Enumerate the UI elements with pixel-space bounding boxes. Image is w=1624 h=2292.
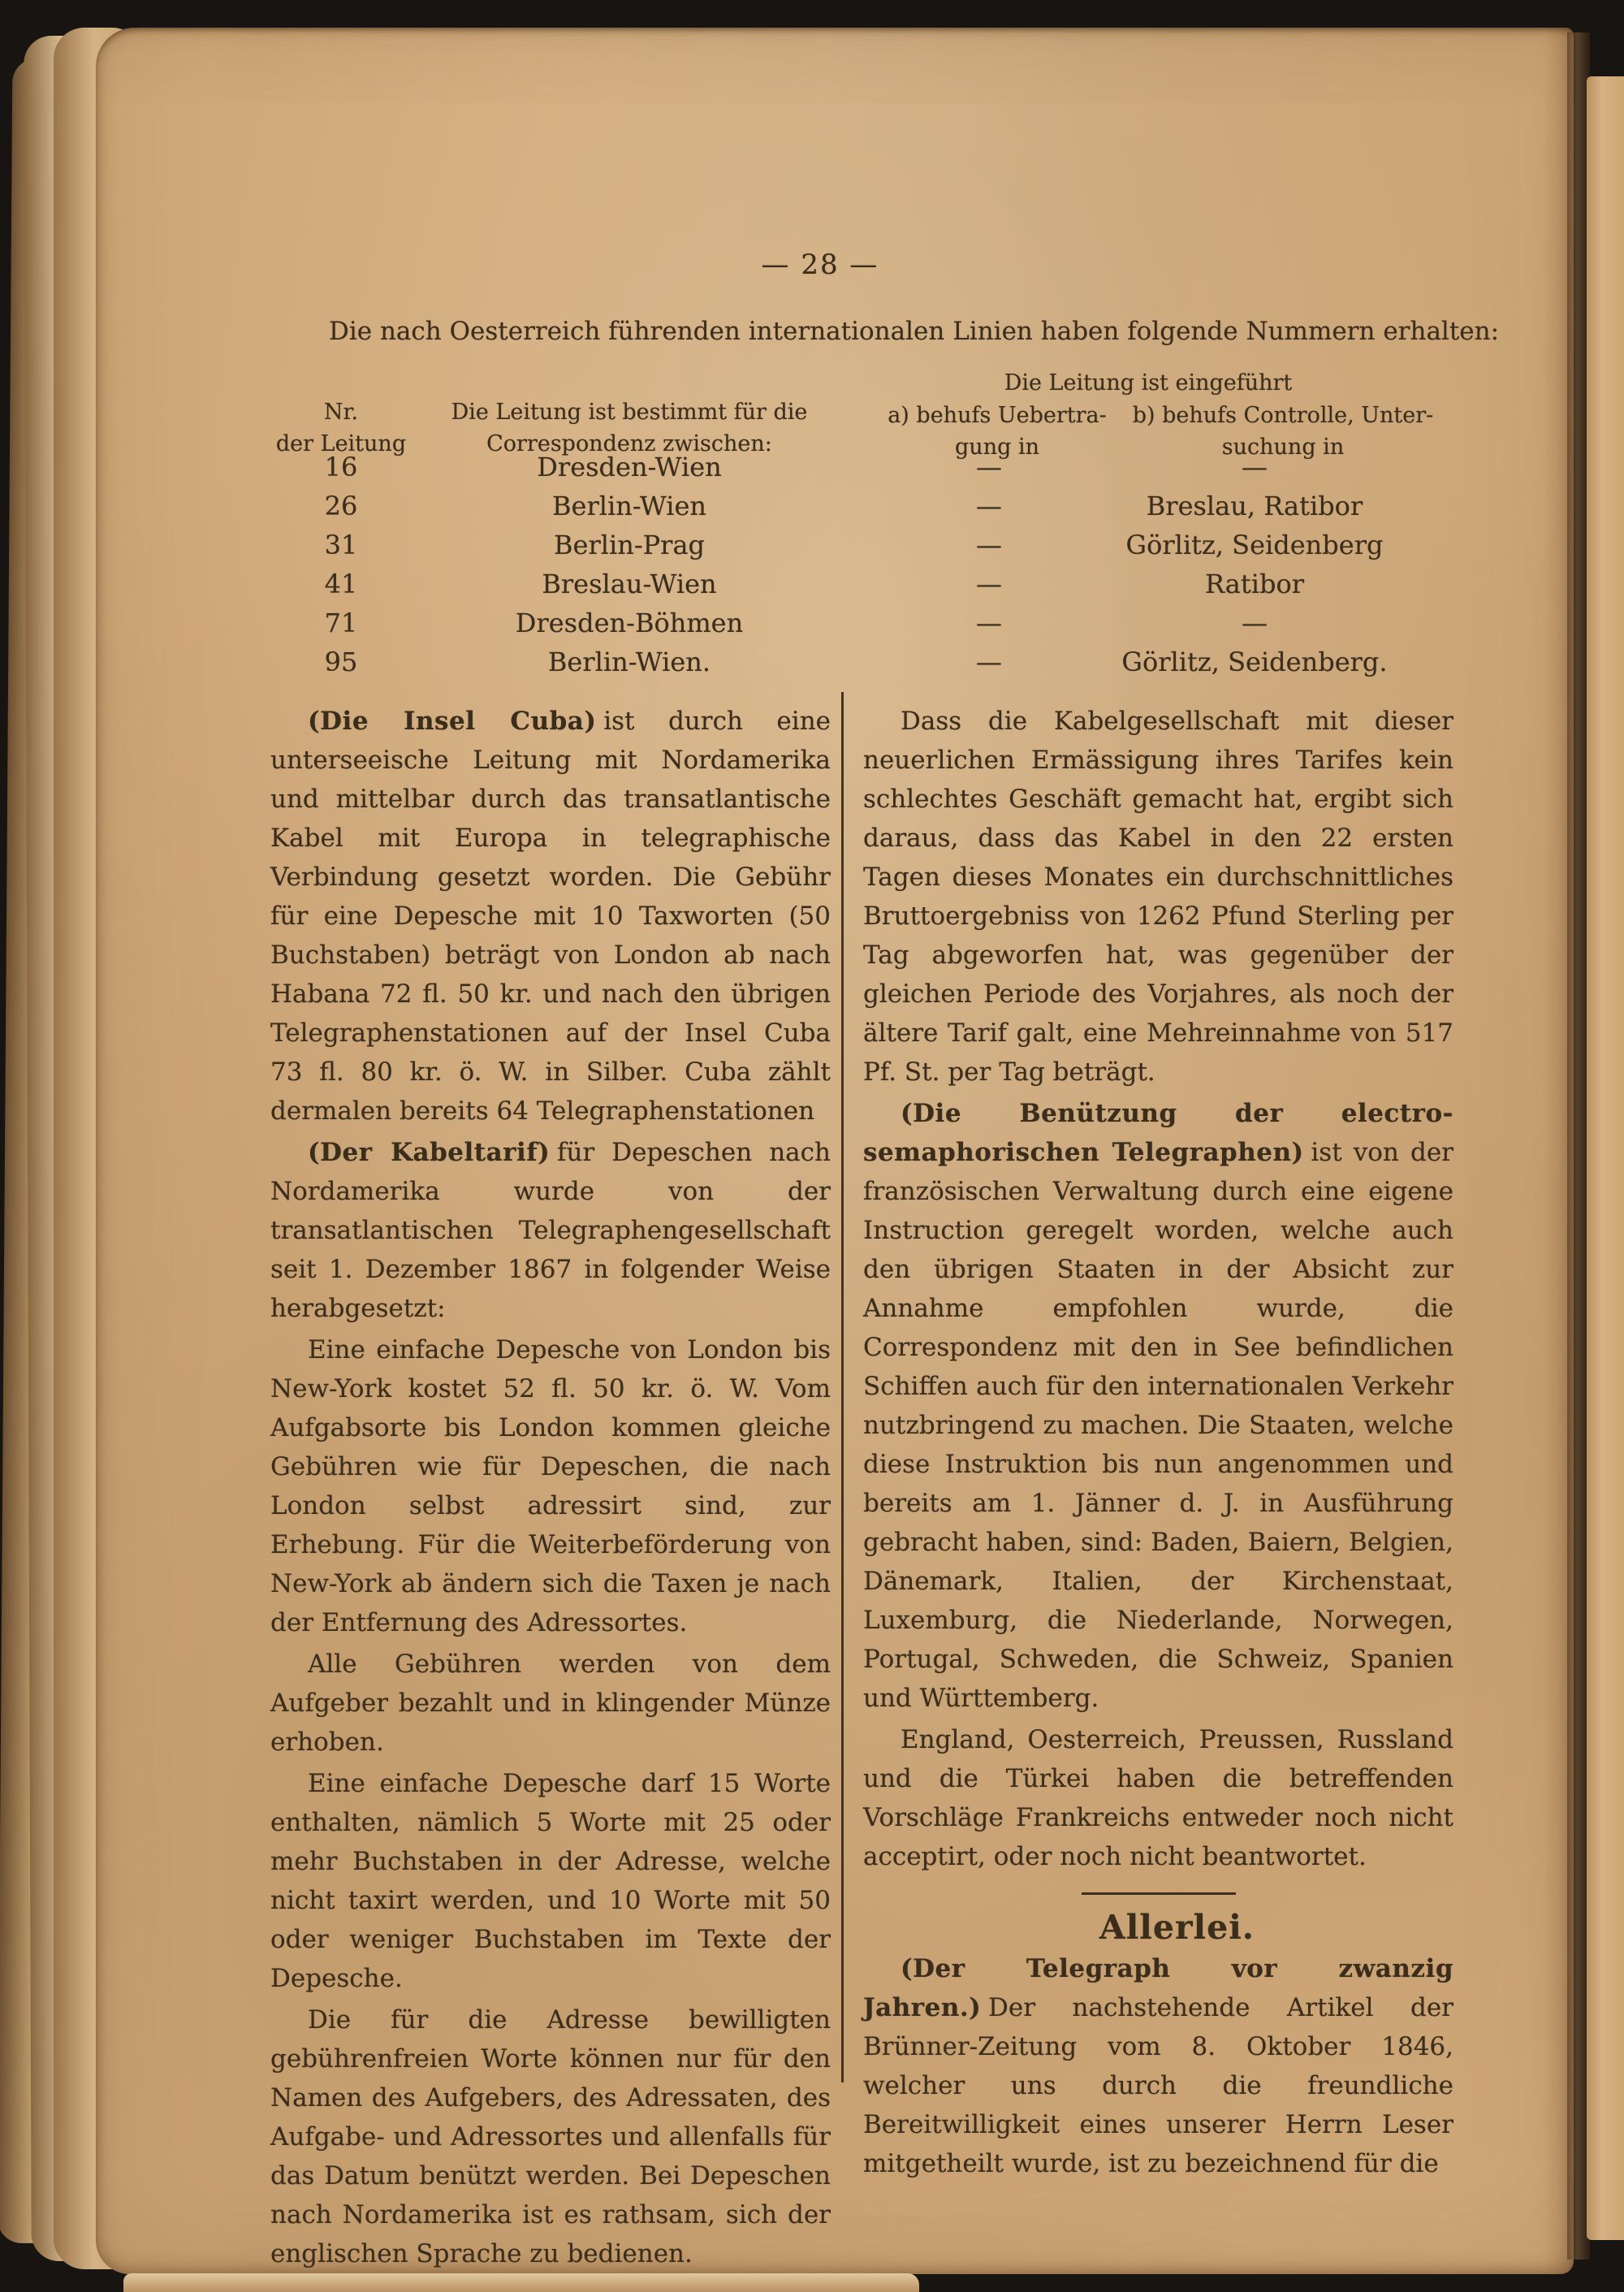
page-number: — 28 — [761, 249, 879, 281]
paragraph-kabelgesellschaft [863, 702, 1453, 1092]
line-route: Dresden-Böhmen [515, 608, 744, 638]
table-header-transfer-line1: a) behufs Uebertra- [888, 403, 1107, 428]
table-header-correspondence [438, 396, 820, 460]
line-number: 16 [324, 452, 358, 482]
line-control-value: Breslau, Ratibor [1146, 491, 1363, 521]
line-control-value: — [1242, 608, 1268, 638]
line-control-value: Ratibor [1204, 569, 1305, 599]
column-divider-rule [841, 692, 844, 2082]
paragraph-text: England, Oesterreich, Preussen, Russland und die Türkei haben die betreffenden Vorschläge Frankreichs entweder noch nicht acceptirt, oder noch nicht beantwortet. [863, 1725, 1453, 1871]
right-text-column [863, 702, 1453, 2186]
paragraph-text: Dass die Kabelgesellschaft mit dieser neuerlichen Ermässigung ihres Tarifes kein schlechtes Geschäft gemacht hat, ergibt sich daraus, dass das Kabel in den 22 ersten Tagen dieses Monates ein durchschnittliches Bruttoergebniss von 1262 Pfund Sterling per Tag abgeworfen hat, was gegenüber der gleichen Periode des Vorjahres, als noch der ältere Tarif galt, eine Mehreinnahme von 517 Pf. St. per Tag beträgt. [863, 707, 1453, 1087]
table-header-correspondence-line2: Correspondenz zwischen: [486, 431, 772, 456]
paragraph-text: Eine einfache Depesche darf 15 Worte enthalten, nämlich 5 Worte mit 25 oder mehr Buchstaben in der Adresse, welche nicht taxirt werden, und 10 Worte mit 50 oder weniger Buchstaben im Texte der Depesche. [270, 1769, 831, 1993]
line-transfer-value: — [976, 647, 1002, 677]
paragraph-text: Eine einfache Depesche von London bis New-York kostet 52 fl. 50 kr. ö. W. Vom Aufgabsorte bis London kommen gleiche Gebühren wie für Depeschen, die nach London selbst adressirt sind, zur Erhebung. Für die Weiterbeförderung von New-York ab ändern sich die Taxen je nach der Entfernung des Adressortes. [270, 1335, 831, 1637]
paragraph-england [863, 1720, 1453, 1876]
paragraph-text: Die für die Adresse bewilligten gebührenfreien Worte können nur für den Namen des Aufgebers, des Adressaten, des Aufgabe- und Adressortes und allenfalls für das Datum benützt werden. Bei Depeschen nach Nordamerika ist es rathsam, sich der englischen Sprache zu bedienen. [270, 2005, 831, 2268]
table-header-line-number [268, 396, 414, 460]
paragraph-text: ist von der französischen Verwaltung durch eine eigene Instruction geregelt worden, welche auch den übrigen Staaten in der Absicht zur Annahme empfohlen wurde, die Correspondenz mit den in See befindlichen Schiffen auch für den internationalen Verkehr nutzbringend zu machen. Die Staaten, welche diese Instruktion bis nun angenommen und bereits am 1. Jänner d. J. in Ausführung gebracht haben, sind: Baden, Baiern, Belgien, Dänemark, Italien, der Kirchenstaat, Luxemburg, die Niederlande, Norwegen, Portugal, Schweden, die Schweiz, Spanien und Württemberg. [863, 1138, 1453, 1713]
paragraph-depesche-london [270, 1330, 831, 1642]
line-number: 31 [324, 530, 358, 560]
line-number: 71 [324, 608, 358, 638]
table-row [268, 452, 1462, 491]
section-separator-rule [1082, 1892, 1236, 1895]
table-header-line-number-line2: der Leitung [275, 431, 407, 456]
table-row [268, 569, 1462, 608]
table-header-correspondence-line1: Die Leitung ist bestimmt für die [451, 400, 808, 425]
table-header-control-line2: suchung in [1221, 435, 1345, 460]
next-page-edge [1587, 76, 1624, 2240]
lines-table [268, 452, 1462, 685]
left-text-column [270, 702, 831, 2276]
table-row [268, 608, 1462, 647]
paragraph-lead: (Die Benützung der electro-semaphorischen Telegraphen) [863, 1099, 1453, 1167]
table-row [268, 647, 1462, 685]
line-transfer-value: — [976, 530, 1002, 560]
table-header-transfer-line2: gung in [955, 435, 1039, 460]
section-heading-allerlei: Allerlei. [1099, 1908, 1255, 1947]
line-transfer-value: — [976, 491, 1002, 521]
line-control-value: — [1242, 452, 1268, 482]
line-route: Berlin-Wien. [547, 647, 711, 677]
table-row [268, 530, 1462, 569]
line-transfer-value: — [976, 608, 1002, 638]
line-route: Dresden-Wien [537, 452, 722, 482]
table-header-control-line1: b) behufs Controlle, Unter- [1132, 403, 1434, 428]
underlying-page-edge [123, 2273, 919, 2292]
intro-sentence: Die nach Oesterreich führenden internationalen Linien haben folgende Nummern erhalten: [329, 317, 1500, 346]
paragraph-text: für Depeschen nach Nordamerika wurde von der transatlantischen Telegraphengesellschaft seit 1. Dezember 1867 in folgender Weise herabgesetzt: [270, 1138, 831, 1323]
paragraph-lead: (Der Telegraph vor zwanzig Jahren.) [863, 1954, 1453, 2022]
paragraph-telegraph-zwanzig-jahren [863, 1949, 1453, 2183]
line-number: 41 [324, 569, 358, 599]
paragraph-worte [270, 1764, 831, 1998]
table-header-line-number-line1: Nr. [323, 400, 359, 425]
paragraph-text: ist durch eine unterseeische Leitung mit Nordamerika und mittelbar durch das transatlantische Kabel mit Europa in telegraphische Verbindung gesetzt worden. Die Gebühr für eine Depesche mit 10 Taxworten (50 Buchstaben) beträgt von London ab nach Habana 72 fl. 50 kr. und nach den übrigen Telegraphenstationen auf der Insel Cuba 73 fl. 80 kr. ö. W. in Silber. Cuba zählt dermalen bereits 64 Telegraphenstationen [270, 707, 831, 1126]
line-route: Berlin-Wien [552, 491, 706, 521]
paragraph-lead: (Der Kabeltarif) [308, 1138, 551, 1167]
table-header-introduced: Die Leitung ist eingeführt [1004, 370, 1293, 396]
paragraph-text: Alle Gebühren werden von dem Aufgeber bezahlt und in klingender Münze erhoben. [270, 1650, 831, 1757]
paragraph-kabeltarif [270, 1133, 831, 1328]
line-control-value: Görlitz, Seidenberg [1125, 530, 1384, 560]
line-route: Berlin-Prag [553, 530, 706, 560]
paragraph-adresse [270, 2000, 831, 2273]
line-route: Breslau-Wien [542, 569, 717, 599]
line-number: 26 [324, 491, 358, 521]
line-transfer-value: — [976, 569, 1002, 599]
paragraph-text: Der nachstehende Artikel der Brünner-Zeitung vom 8. Oktober 1846, welcher uns durch die freundliche Bereitwilligkeit eines unserer Herrn Leser mitgetheilt wurde, ist zu bezeichnend für die [863, 1993, 1453, 2178]
paragraph-insel-cuba [270, 702, 831, 1131]
paragraph-benuetzung [863, 1094, 1453, 1718]
paragraph-gebuehren [270, 1645, 831, 1762]
line-number: 95 [324, 647, 358, 677]
line-control-value: Görlitz, Seidenberg. [1121, 647, 1388, 677]
table-row [268, 491, 1462, 530]
line-transfer-value: — [976, 452, 1002, 482]
paragraph-lead: (Die Insel Cuba) [308, 707, 597, 736]
